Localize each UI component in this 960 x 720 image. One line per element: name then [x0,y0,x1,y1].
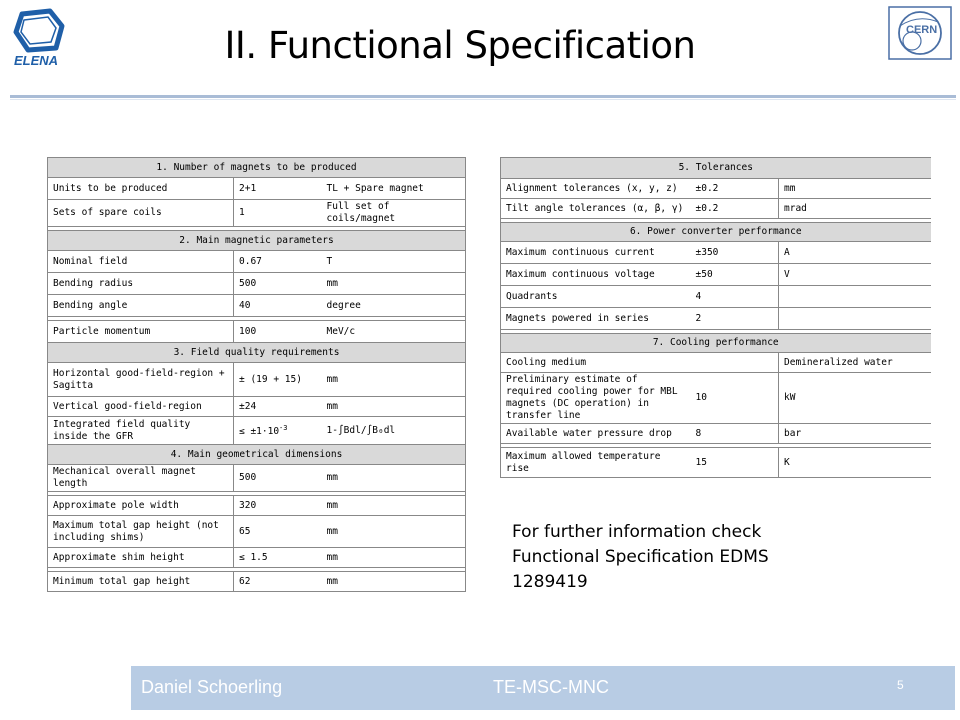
table-row [48,465,466,492]
table-row [501,448,931,478]
title-rule [10,95,956,98]
table-row [501,424,931,444]
param-name: Approximate shim height [48,548,234,568]
table-row [48,417,466,445]
param-name: Particle momentum [48,321,234,343]
param-value: ±0.2 [691,199,779,219]
section-header [501,158,931,179]
param-value: ±24 [234,397,322,417]
param-name: Bending radius [48,273,234,295]
param-value: 0.67 [234,251,322,273]
svg-text:ELENA: ELENA [14,53,59,68]
param-name: Cooling medium [501,353,691,373]
further-info-note: For further information check Functional Specification EDMS 1289419 [512,522,769,592]
table-row [48,363,466,397]
param-name: Approximate pole width [48,496,234,516]
spec-table-left [47,157,466,592]
footer-bar [131,666,955,710]
table-row [48,572,466,592]
param-unit: K [779,448,931,478]
param-name: Maximum continuous current [501,242,691,264]
param-name: Mechanical overall magnet length [48,465,234,492]
table-row [48,200,466,227]
section-title: 7. Cooling performance [501,334,931,353]
param-unit: V [779,264,931,286]
footer-department: TE-MSC-MNC [493,677,609,697]
param-value: 8 [691,424,779,444]
param-unit: 1-∫Bdl/∫B₀dl [322,417,466,445]
section-header [48,158,466,178]
table-row [501,373,931,424]
param-unit: MeV/c [322,321,466,343]
param-value: 62 [234,572,322,592]
param-value: 15 [691,448,779,478]
table-row [501,264,931,286]
param-unit: mm [779,179,931,199]
table-row [501,308,931,330]
param-name: Minimum total gap height [48,572,234,592]
param-name: Sets of spare coils [48,200,234,227]
section-header [501,334,931,353]
param-unit: bar [779,424,931,444]
table-row [48,496,466,516]
param-unit: Full set of coils/magnet [322,200,466,227]
svg-text:CERN: CERN [906,24,938,36]
footer-author: Daniel Schoerling [141,677,283,697]
param-unit: mm [322,363,466,397]
param-value: 2+1 [234,178,322,200]
table-row [501,199,931,219]
param-value: ±0.2 [691,179,779,199]
param-unit: mm [322,496,466,516]
section-header [48,343,466,363]
param-value: 40 [234,295,322,317]
title-rule-light [10,99,956,100]
section-header [48,445,466,465]
param-unit: A [779,242,931,264]
table-row [48,273,466,295]
param-name: Preliminary estimate of required cooling power for MBL magnets (DC operation) in transfer line [501,373,691,424]
param-unit: mrad [779,199,931,219]
param-unit [779,308,931,330]
param-name: Quadrants [501,286,691,308]
param-unit: mm [322,548,466,568]
table-row [48,397,466,417]
param-value: ≤ 1.5 [234,548,322,568]
param-unit: mm [322,273,466,295]
param-unit: Demineralized water [779,353,931,373]
table-row [48,548,466,568]
param-unit [779,286,931,308]
table-row [501,179,931,199]
table-row [48,321,466,343]
param-unit: T [322,251,466,273]
param-unit: kW [779,373,931,424]
param-name: Maximum total gap height (not including shims) [48,516,234,548]
param-value: 100 [234,321,322,343]
section-title: 5. Tolerances [501,158,931,179]
param-name: Units to be produced [48,178,234,200]
section-title: 3. Field quality requirements [48,343,466,363]
param-value: 500 [234,273,322,295]
param-value: 500 [234,465,322,492]
section-title: 6. Power converter performance [501,223,931,242]
param-value: ±50 [691,264,779,286]
page-title: II. Functional Specification [224,24,696,67]
param-name: Tilt angle tolerances (α, β, γ) [501,199,691,219]
param-name: Integrated field quality inside the GFR [48,417,234,445]
param-name: Available water pressure drop [501,424,691,444]
param-name: Horizontal good-field-region + Sagitta [48,363,234,397]
param-name: Nominal field [48,251,234,273]
param-value: 4 [691,286,779,308]
param-unit: mm [322,465,466,492]
param-name: Maximum allowed temperature rise [501,448,691,478]
param-value: 2 [691,308,779,330]
section-title: 4. Main geometrical dimensions [48,445,466,465]
param-value: 320 [234,496,322,516]
section-title: 2. Main magnetic parameters [48,231,466,251]
param-name: Alignment tolerances (x, y, z) [501,179,691,199]
section-header [501,223,931,242]
param-name: Bending angle [48,295,234,317]
param-value: 65 [234,516,322,548]
table-row [48,516,466,548]
table-row [501,286,931,308]
param-unit: mm [322,516,466,548]
table-row [48,295,466,317]
param-value: 10 [691,373,779,424]
param-value: ±350 [691,242,779,264]
tolerance-base: ≤ ±1·10 [239,426,280,438]
table-row [48,251,466,273]
param-unit: mm [322,572,466,592]
param-name: Maximum continuous voltage [501,264,691,286]
page-number: 5 [897,678,904,692]
param-unit: TL + Spare magnet [322,178,466,200]
param-unit: mm [322,397,466,417]
param-name: Vertical good-field-region [48,397,234,417]
param-value: ± (19 + 15) [234,363,322,397]
param-value [234,417,322,445]
spec-table-right [500,157,931,478]
section-title: 1. Number of magnets to be produced [48,158,466,178]
section-header [48,231,466,251]
param-unit: degree [322,295,466,317]
table-row [501,353,931,373]
param-value [691,353,779,373]
param-value: 1 [234,200,322,227]
table-row [48,178,466,200]
table-row [501,242,931,264]
exponent: -3 [279,424,288,433]
param-name: Magnets powered in series [501,308,691,330]
